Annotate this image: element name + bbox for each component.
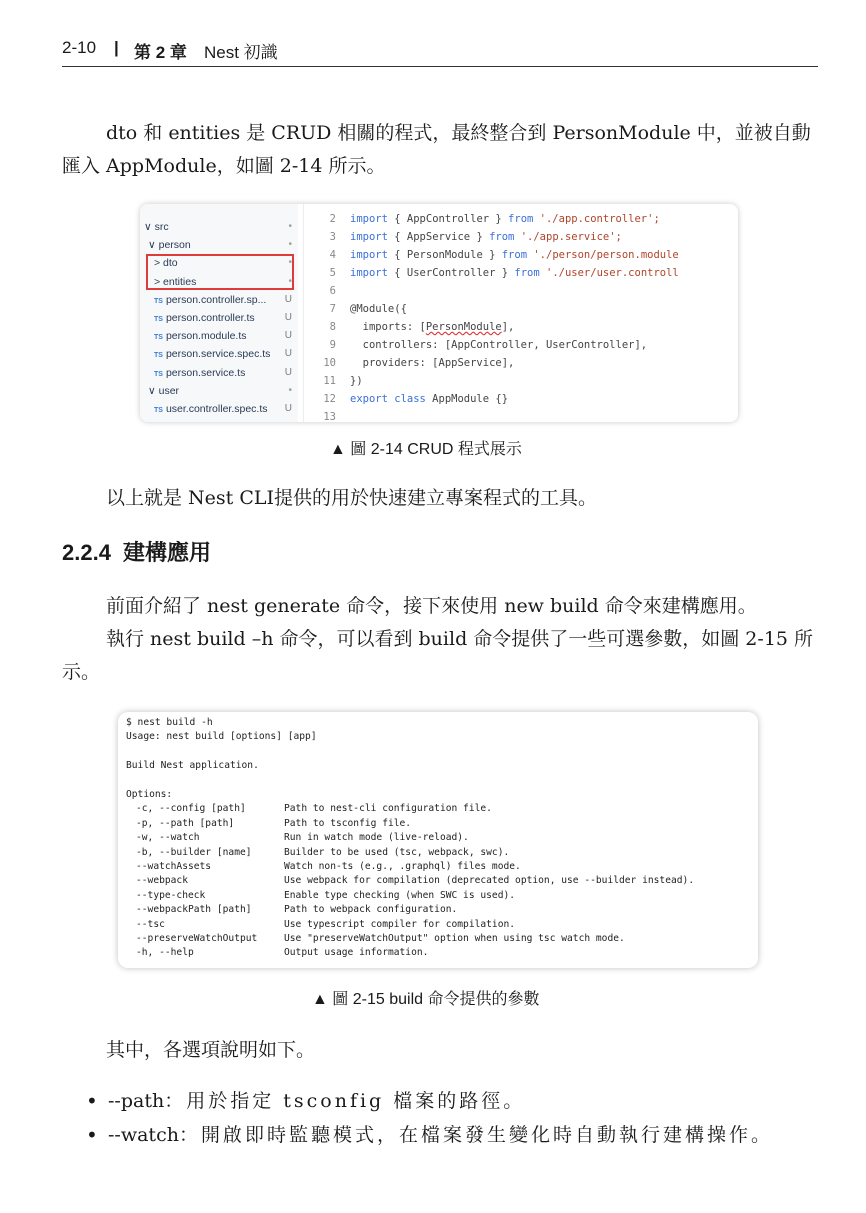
explorer-item[interactable]: [154, 292, 298, 308]
explorer-item-label: ∨ src: [144, 221, 169, 233]
section-heading: [62, 536, 223, 567]
highlight-box: [146, 254, 294, 290]
options-intro: 其中，各選項說明如下。: [106, 1039, 316, 1061]
list-item: [86, 1120, 828, 1150]
explorer-item[interactable]: [154, 401, 298, 417]
explorer-item-label: > entities: [154, 275, 197, 288]
terminal-option-flag: -w, --watch: [136, 832, 200, 844]
caption-triangle-icon: ▲: [330, 441, 346, 458]
terminal-option-description: Enable type checking (when SWC is used).: [284, 889, 516, 901]
explorer-item[interactable]: [154, 346, 298, 362]
line-number: 6: [329, 285, 336, 297]
caption-text: 圖 2-15 build 命令提供的參數: [332, 991, 540, 1008]
line-number: 12: [323, 393, 336, 405]
terminal-option-description: Watch non-ts (e.g., .graphql) files mode.: [284, 861, 521, 872]
caption-triangle-icon: ▲: [312, 991, 328, 1008]
code-token: { AppService }: [387, 231, 490, 243]
terminal-option-description: Run in watch mode (live-reload).: [284, 832, 469, 844]
editor-gutter-divider: [303, 204, 304, 422]
code-token: { UserController }: [387, 267, 515, 279]
terminal-option-description: Output usage information.: [284, 947, 429, 959]
explorer-item[interactable]: [154, 310, 298, 326]
code-token: @Module({: [350, 303, 407, 315]
terminal-option-flag: -p, --path [path]: [136, 817, 235, 829]
git-status: •: [288, 239, 292, 251]
code-token: export class: [350, 393, 426, 405]
typescript-file-icon: TS: [154, 316, 163, 323]
header-separator: |: [114, 38, 119, 57]
terminal-option-flag: -b, --builder [name]: [136, 846, 252, 858]
terminal-option-description: Use typescript compiler for compilation.: [284, 918, 516, 930]
code-content: [350, 354, 514, 372]
typescript-file-icon: TS: [154, 297, 163, 305]
git-status: U: [284, 330, 292, 342]
figure-2-14-caption: [330, 436, 522, 459]
terminal-option-flag: --preserveWatchOutput: [136, 933, 258, 944]
typescript-file-icon: TS: [154, 407, 163, 414]
code-token: './user/user.controll: [539, 267, 679, 279]
line-number: 8: [329, 321, 336, 333]
code-token: from: [501, 249, 528, 261]
code-content: [350, 390, 508, 408]
explorer-item[interactable]: [148, 237, 298, 253]
code-content: [350, 372, 363, 390]
explorer-item-label: person.service.ts: [165, 366, 246, 379]
list-item: [86, 1086, 828, 1116]
section-number: 2.2.4: [62, 540, 111, 565]
terminal-option-description: Builder to be used (tsc, webpack, swc).: [284, 846, 510, 858]
code-token: import: [350, 267, 388, 279]
code-token: from: [489, 231, 515, 243]
explorer-item-label: person.service.spec.ts: [165, 348, 271, 361]
section-paragraph-2: 執行 nest build –h 命令，可以看到 build 命令提供了一些可選參數，如圖 2-15 所示。: [62, 628, 814, 683]
bullet-icon: •: [86, 1089, 98, 1113]
option-description: ：用於指定 tsconfig 檔案的路徑。: [164, 1090, 526, 1112]
terminal-option-flag: -h, --help: [136, 947, 194, 959]
git-status: U: [284, 403, 292, 414]
terminal-option-flag: --type-check: [136, 889, 206, 901]
git-status: •: [288, 275, 292, 287]
code-token: './app.service';: [514, 231, 622, 243]
code-token: controllers: [AppController, UserController],: [350, 339, 648, 351]
code-content: [350, 300, 407, 318]
section-paragraph-1: 前面介紹了 nest generate 命令，接下來使用 new build 命令來建構應用。: [106, 595, 757, 617]
explorer-item[interactable]: [154, 328, 298, 344]
code-token: from: [514, 267, 540, 279]
terminal-option-flag: --tsc: [136, 918, 165, 930]
chapter-title: Nest 初識: [204, 43, 278, 62]
code-content: [350, 210, 660, 228]
line-number: 5: [329, 267, 336, 279]
line-number: 4: [329, 249, 336, 261]
terminal-option-description: Use "preserveWatchOutput" option when using tsc watch mode.: [284, 933, 625, 944]
code-content: [350, 228, 622, 246]
explorer-item-label: ∨ user: [148, 384, 180, 397]
explorer-item[interactable]: [148, 383, 298, 399]
code-token: AppModule {}: [425, 393, 509, 405]
code-token: import: [350, 249, 388, 261]
figure-2-15-terminal: [118, 712, 758, 968]
code-token: }): [350, 375, 363, 387]
chapter-label: 第 2 章: [134, 43, 187, 62]
code-content: [350, 318, 514, 336]
code-token: './app.controller';: [533, 213, 660, 225]
intro-paragraph: dto 和 entities 是 CRUD 相關的程式，最終整合到 PersonModule 中，並被自動匯入 AppModule，如圖 2-14 所示。: [62, 122, 811, 177]
code-token: './person/person.module: [527, 249, 679, 261]
explorer-item[interactable]: [144, 219, 298, 235]
git-status: U: [284, 293, 292, 305]
code-token: { AppController }: [387, 213, 509, 225]
code-content: [350, 336, 647, 354]
line-number: 3: [329, 231, 336, 243]
line-number: 10: [323, 357, 336, 369]
terminal-option-description: Path to tsconfig file.: [284, 817, 412, 829]
git-status: •: [288, 384, 292, 396]
figure-2-15-caption: [312, 986, 539, 1009]
line-number: 7: [329, 303, 336, 315]
terminal-option-description: Use webpack for compilation (deprecated option, use --builder instead).: [284, 875, 695, 887]
typescript-file-icon: TS: [154, 370, 163, 378]
explorer-item-label: > dto: [154, 257, 178, 270]
git-status: U: [284, 366, 292, 378]
line-number: 9: [329, 339, 336, 351]
code-token: ],: [501, 321, 515, 333]
code-token: { PersonModule }: [387, 249, 502, 261]
bullet-icon: •: [86, 1123, 98, 1147]
terminal-option-flag: -c, --config [path]: [136, 803, 246, 815]
code-token: PersonModule: [425, 321, 502, 333]
terminal-option-flag: --watchAssets: [136, 861, 212, 872]
figure-2-14-screenshot: [140, 204, 738, 422]
terminal-line: Usage: nest build [options] [app]: [126, 731, 317, 743]
git-status: •: [288, 221, 292, 232]
terminal-option-description: Path to webpack configuration.: [284, 904, 458, 916]
explorer-item[interactable]: [154, 365, 298, 381]
explorer-item-label: user.controller.spec.ts: [165, 403, 268, 415]
option-description: ：開啟即時監聽模式，在檔案發生變化時自動執行建構操作。: [178, 1124, 773, 1146]
line-number: 2: [329, 213, 336, 225]
line-number: 13: [323, 411, 336, 422]
code-token: import: [350, 231, 388, 243]
terminal-line: Options:: [126, 789, 173, 800]
terminal-option-description: Path to nest-cli configuration file.: [284, 803, 492, 815]
typescript-file-icon: TS: [154, 334, 163, 342]
line-number: 11: [323, 375, 336, 387]
code-content: [350, 246, 679, 264]
terminal-line: $ nest build -h: [126, 717, 213, 728]
git-status: U: [284, 348, 292, 360]
explorer-item-label: person.module.ts: [165, 330, 247, 343]
section-title: 建構應用: [122, 540, 211, 565]
terminal-option-flag: --webpack: [136, 875, 188, 887]
git-status: U: [284, 312, 292, 323]
explorer-item-label: ∨ person: [148, 239, 191, 252]
code-content: [350, 264, 679, 282]
page-number: 2-10: [62, 38, 97, 57]
summary-paragraph: 以上就是 Nest CLI提供的用於快速建立專案程式的工具。: [106, 487, 597, 509]
option-name: --watch: [108, 1124, 179, 1146]
caption-text: 圖 2-14 CRUD 程式展示: [350, 441, 522, 458]
git-status: •: [288, 257, 292, 269]
explorer-item-label: person.controller.ts: [165, 312, 255, 324]
code-token: import: [350, 213, 388, 225]
terminal-line: Build Nest application.: [126, 760, 259, 772]
code-token: providers: [AppService],: [350, 357, 515, 369]
option-name: --path: [108, 1090, 165, 1112]
explorer-item-label: person.controller.sp...: [165, 293, 267, 306]
code-token: from: [508, 213, 534, 225]
file-explorer: [140, 204, 298, 422]
running-header: [62, 34, 818, 67]
terminal-option-flag: --webpackPath [path]: [136, 904, 252, 916]
code-token: imports: [: [350, 321, 426, 333]
typescript-file-icon: TS: [154, 352, 163, 360]
